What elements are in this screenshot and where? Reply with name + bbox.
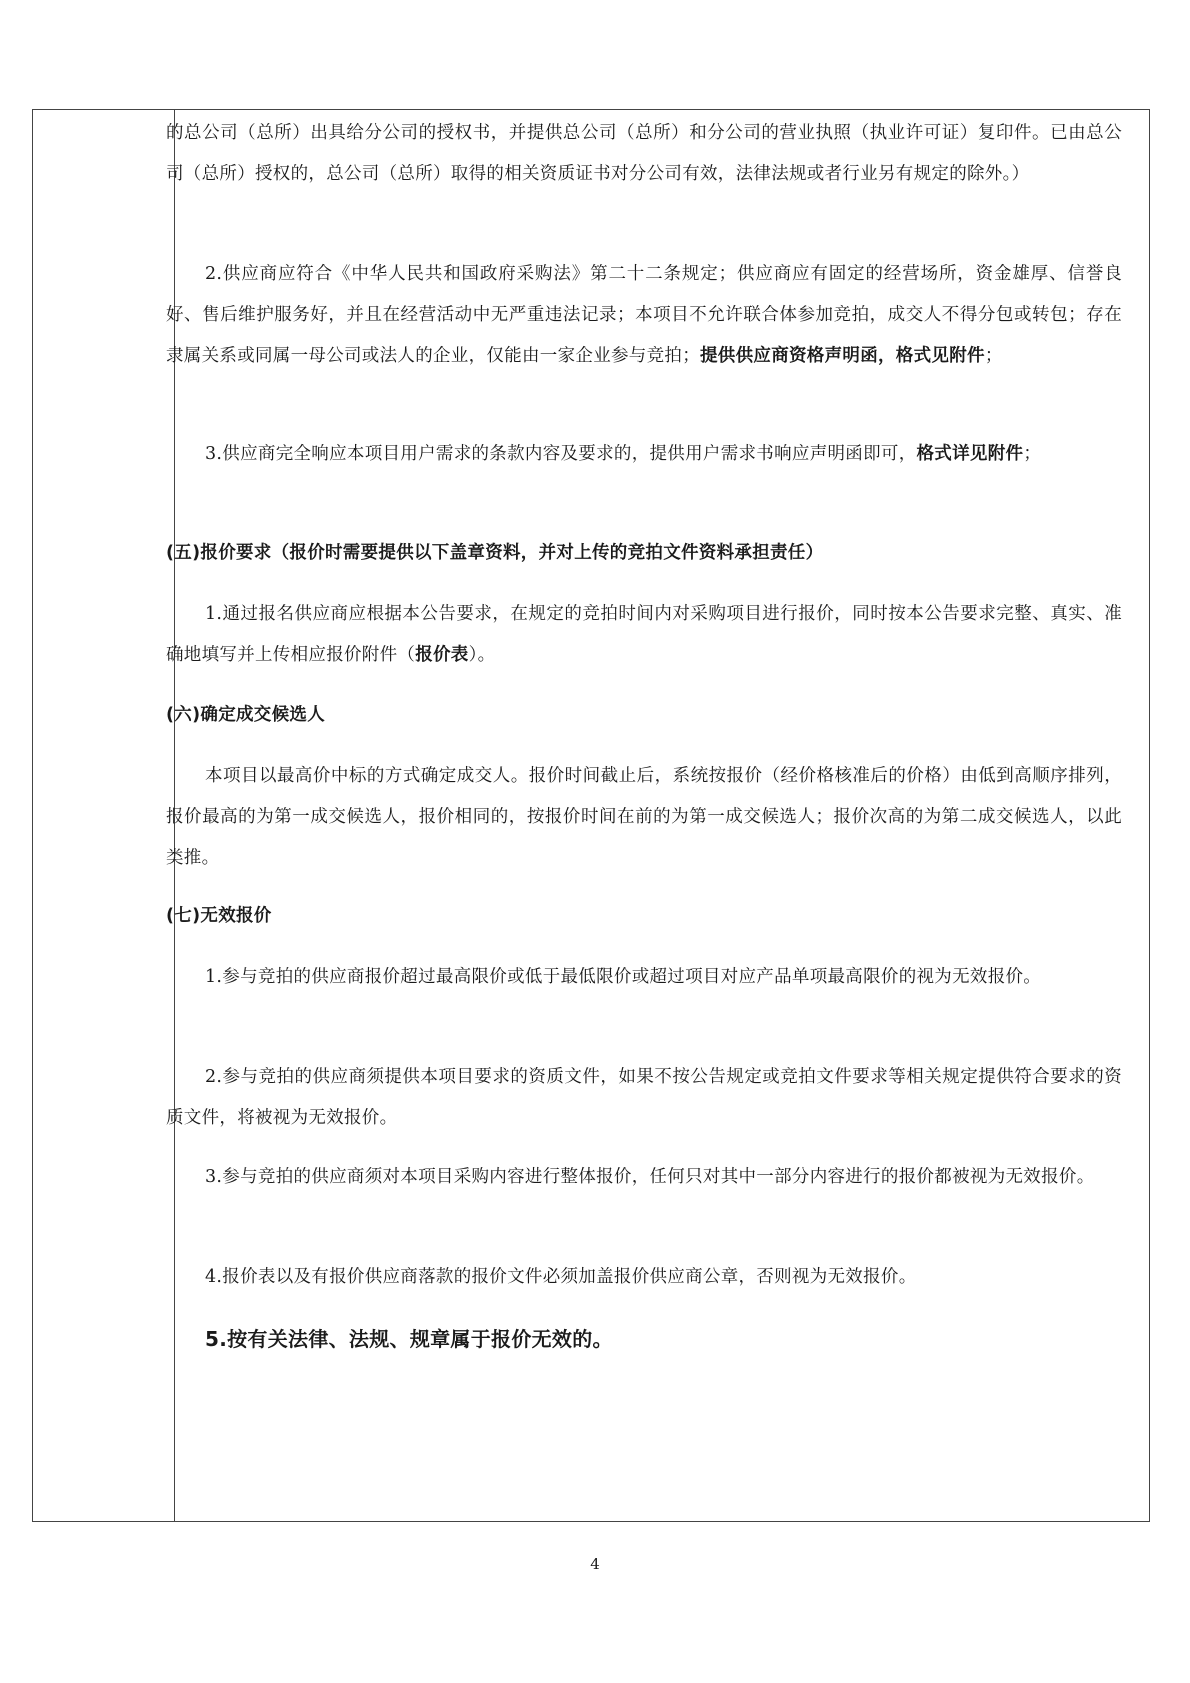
paragraph-winning-candidate-rule: 本项目以最高价中标的方式确定成交人。报价时间截止后，系统按报价（经价格核准后的价格）由低到高顺序排列，报价最高的为第一成交候选人，报价相同的，按报价时间在前的为第一成交候选人；报价次高的为第二成交候选人，以此类推。: [166, 766, 1122, 868]
page-number: 4: [590, 1555, 600, 1573]
paragraph-supplier-qualification: [166, 254, 1122, 377]
response-format-note: 格式详见附件: [916, 444, 1024, 464]
quote-submission-text: 1.通过报名供应商应根据本公告要求，在规定的竞拍时间内对采购项目进行报价，同时按本公告要求完整、真实、准确地填写并上传相应报价附件（: [166, 604, 1122, 665]
section-heading-invalid-quote: (七)无效报价: [166, 906, 272, 926]
qualification-text: 2.供应商应符合《中华人民共和国政府采购法》第二十二条规定；供应商应有固定的经营场所，资金雄厚、信誉良好、售后维护服务好，并且在经营活动中无严重违法记录；本项目不允许联合体参加竞拍，成交人不得分包或转包；存在隶属关系或同属一母公司或法人的企业，仅能由一家企业参与竞拍；: [166, 264, 1122, 366]
paragraph-invalid-quote-4: 4.报价表以及有报价供应商落款的报价文件必须加盖报价供应商公章，否则视为无效报价。: [205, 1267, 917, 1287]
response-text: 3.供应商完全响应本项目用户需求的条款内容及要求的，提供用户需求书响应声明函即可，: [205, 444, 917, 464]
paragraph-quote-submission: [166, 594, 1122, 676]
quote-form-name: 报价表: [415, 645, 469, 665]
paragraph-branch-authorization: 的总公司（总所）出具给分公司的授权书，并提供总公司（总所）和分公司的营业执照（执业许可证）复印件。已由总公司（总所）授权的，总公司（总所）取得的相关资质证书对分公司有效，法律法规或者行业另有规定的除外。）: [166, 123, 1122, 184]
paragraph-requirement-response: [166, 434, 1122, 475]
qualification-declaration-note: 提供供应商资格声明函，格式见附件: [700, 346, 985, 366]
paragraph-invalid-quote-5: 5.按有关法律、法规、规章属于报价无效的。: [205, 1327, 613, 1351]
section-heading-winning-candidate: (六)确定成交候选人: [166, 705, 325, 725]
paragraph-invalid-quote-3: 3.参与竞拍的供应商须对本项目采购内容进行整体报价，任何只对其中一部分内容进行的报价都被视为无效报价。: [205, 1167, 1095, 1187]
quote-submission-end: ）。: [468, 645, 496, 665]
qualification-end: ；: [984, 346, 1003, 366]
response-end: ；: [1023, 444, 1042, 464]
table-left-column: [33, 110, 175, 1521]
section-heading-quote-requirements: (五)报价要求（报价时需要提供以下盖章资料，并对上传的竞拍文件资料承担责任）: [166, 543, 824, 563]
paragraph-invalid-quote-2: 2.参与竞拍的供应商须提供本项目要求的资质文件，如果不按公告规定或竞拍文件要求等相关规定提供符合要求的资质文件，将被视为无效报价。: [166, 1067, 1122, 1128]
paragraph-invalid-quote-1: 1.参与竞拍的供应商报价超过最高限价或低于最低限价或超过项目对应产品单项最高限价的视为无效报价。: [205, 967, 1042, 987]
